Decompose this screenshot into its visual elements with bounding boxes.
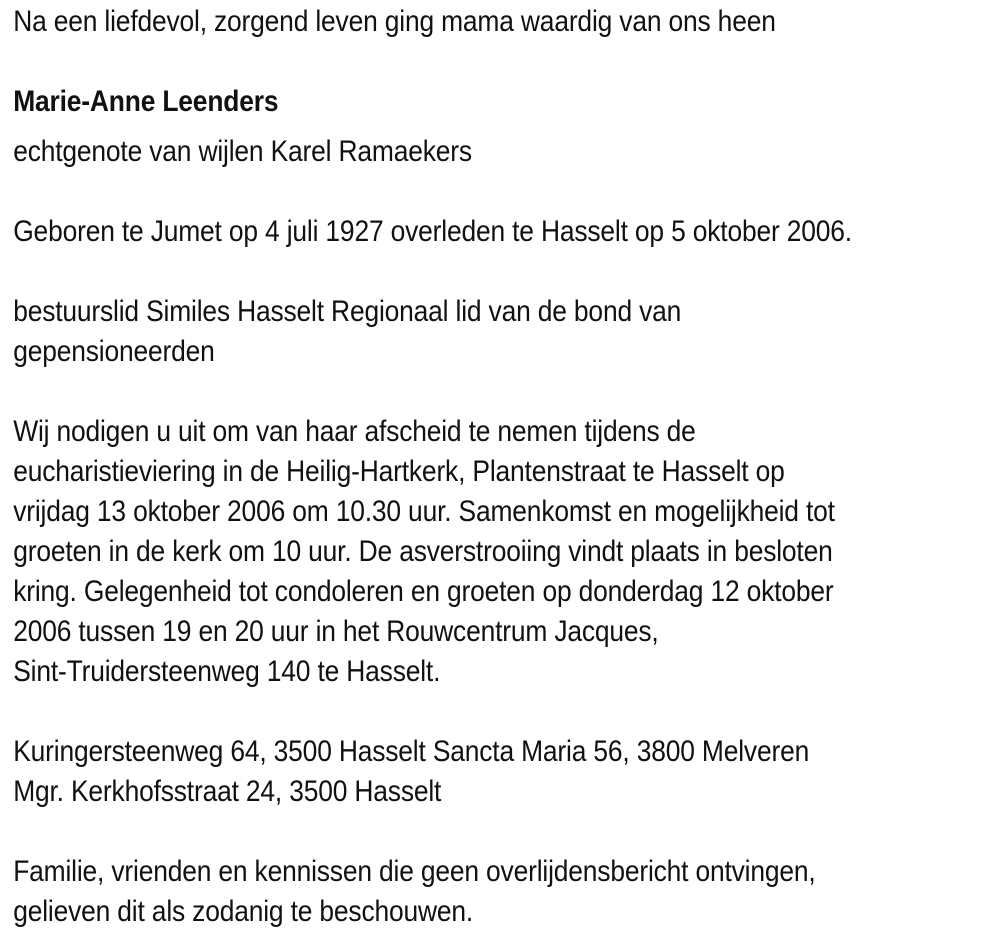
intro-paragraph	[13, 2, 999, 42]
text-line: gelieven dit als zodanig te beschouwen.	[13, 895, 474, 928]
text-line: Kuringersteenweg 64, 3500 Hasselt Sancta Maria 56, 3800 Melveren	[13, 735, 810, 768]
addresses-paragraph	[13, 732, 999, 812]
deceased-name-line: Marie-Anne Leenders	[13, 85, 279, 118]
deceased-name	[13, 82, 999, 122]
text-line: Mgr. Kerkhofsstraat 24, 3500 Hasselt	[13, 775, 442, 808]
text-line: gepensioneerden	[13, 335, 215, 368]
memberships-paragraph	[13, 292, 999, 372]
text-line: eucharistieviering in de Heilig-Hartkerk, Plantenstraat te Hasselt op	[13, 455, 785, 488]
life-dates-line: Geboren te Jumet op 4 juli 1927 overleden te Hasselt op 5 oktober 2006.	[13, 215, 852, 248]
life-dates-paragraph	[13, 212, 999, 252]
relation-line: echtgenote van wijlen Karel Ramaekers	[13, 135, 472, 168]
text-line: Sint-Truidersteenweg 140 te Hasselt.	[13, 655, 441, 688]
text-line: bestuurslid Similes Hasselt Regionaal lid van de bond van	[13, 295, 682, 328]
closing-paragraph	[13, 852, 999, 932]
intro-line: Na een liefdevol, zorgend leven ging mama waardig van ons heen	[13, 5, 776, 38]
text-line: Wij nodigen u uit om van haar afscheid te nemen tijdens de	[13, 415, 696, 448]
ceremony-paragraph	[13, 412, 999, 692]
text-line: 2006 tussen 19 en 20 uur in het Rouwcentrum Jacques,	[13, 615, 659, 648]
text-line: groeten in de kerk om 10 uur. De asverstrooiing vindt plaats in besloten	[13, 535, 833, 568]
text-line: vrijdag 13 oktober 2006 om 10.30 uur. Samenkomst en mogelijkheid tot	[13, 495, 835, 528]
text-line: kring. Gelegenheid tot condoleren en groeten op donderdag 12 oktober	[13, 575, 834, 608]
text-line: Familie, vrienden en kennissen die geen overlijdensbericht ontvingen,	[13, 855, 816, 888]
relation-paragraph	[13, 132, 999, 172]
